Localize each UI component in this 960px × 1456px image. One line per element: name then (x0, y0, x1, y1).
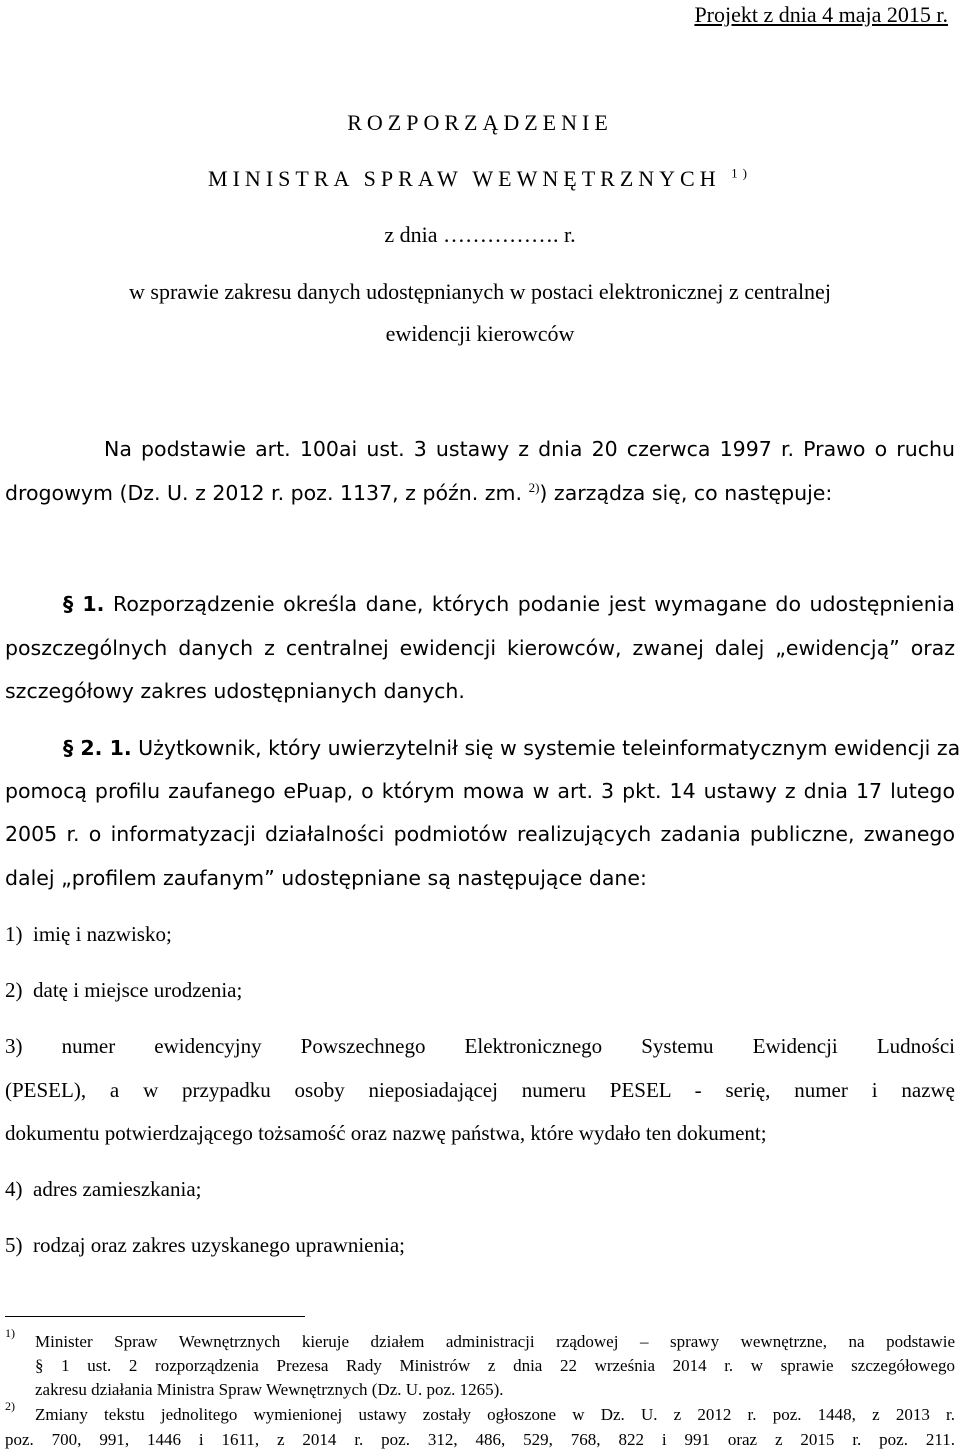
list-item: 1) imię i nazwisko; (5, 922, 172, 946)
paragraph-1-mark: § 1. (63, 592, 105, 616)
list-item: 4) adres zamieszkania; (5, 1177, 202, 1201)
subject-line-2: ewidencji kierowców (385, 321, 575, 346)
list-item: 5) rodzaj oraz zakres uzyskanego uprawnienia; (5, 1233, 405, 1257)
footnote-1-mark: 1) (5, 1326, 15, 1340)
paragraph-2-line-3: 2005 r. o informatyzacji działalności podmiotów realizujących zadania publiczne, zwanego (5, 822, 955, 846)
footnote-2-line-1: Zmiany tekstu jednolitego wymienionej ustawy zostały ogłoszone w Dz. U. z 2012 r. poz. 1448, z 2013 r. (35, 1405, 955, 1424)
preamble-line-2 (5, 481, 832, 505)
list-item-continuation: (PESEL), a w przypadku osoby nieposiadającej numeru PESEL - serię, numer i nazwę (5, 1078, 955, 1102)
paragraph-1-line-2: poszczególnych danych z centralnej ewidencji kierowców, zwanej dalej „ewidencją” oraz (5, 636, 955, 660)
subject-line-1: w sprawie zakresu danych udostępnianych w postaci elektronicznej z centralnej (129, 279, 831, 304)
issue-date: z dnia ……………. r. (384, 222, 576, 247)
paragraph-1-line-1: § 1. Rozporządzenie określa dane, których podanie jest wymagane do udostępnienia (63, 592, 955, 616)
paragraph-2-mark: § 2. 1. (63, 736, 132, 760)
document-type-title: ROZPORZĄDZENIE (347, 110, 613, 135)
list-item: 3) numer ewidencyjny Powszechnego Elektronicznego Systemu Ewidencji Ludności (5, 1034, 955, 1058)
footnote-ref-2: 2) (528, 480, 540, 496)
footnote-1-line-3: zakresu działania Ministra Spraw Wewnętrznych (Dz. U. poz. 1265). (35, 1380, 504, 1399)
footnote-ref-1: 1) (731, 165, 752, 181)
paragraph-2-line-1: § 2. 1. Użytkownik, który uwierzytelnił się w systemie teleinformatycznym ewidencji za (63, 736, 960, 760)
preamble-line-2a: drogowym (Dz. U. z 2012 r. poz. 1137, z późn. zm. (5, 481, 523, 505)
footnote-1-line-2: § 1 ust. 2 rozporządzenia Prezesa Rady Ministrów z dnia 22 września 2014 r. w sprawie szczegółowego (35, 1356, 955, 1375)
preamble-line-2b: ) zarządza się, co następuje: (539, 481, 833, 505)
footnote-2-mark: 2) (5, 1399, 15, 1413)
footnote-separator (5, 1316, 305, 1317)
list-item: 2) datę i miejsce urodzenia; (5, 978, 243, 1002)
issuing-authority-title (0, 166, 960, 192)
footnote-1-line-1: Minister Spraw Wewnętrznych kieruje działem administracji rządowej – sprawy wewnętrzne, na podstawie (35, 1332, 955, 1351)
draft-date-header: Projekt z dnia 4 maja 2015 r. (694, 2, 948, 27)
paragraph-2-line-2: pomocą profilu zaufanego ePuap, o którym mowa w art. 3 pkt. 14 ustawy z dnia 17 lutego (5, 779, 955, 803)
preamble-line-1: Na podstawie art. 100ai ust. 3 ustawy z dnia 20 czerwca 1997 r. Prawo o ruchu (104, 437, 955, 461)
paragraph-2-line-4: dalej „profilem zaufanym” udostępniane są następujące dane: (5, 866, 647, 890)
paragraph-1-line-3: szczegółowy zakres udostępnianych danych. (5, 679, 465, 703)
footnote-2-line-2: poz. 700, 991, 1446 i 1611, z 2014 r. poz. 312, 486, 529, 768, 822 i 991 oraz z 2015 r. poz. 211. (5, 1430, 955, 1449)
list-item-continuation: dokumentu potwierdzającego tożsamość oraz nazwę państwa, które wydało ten dokument; (5, 1121, 767, 1145)
issuing-authority-text: MINISTRA SPRAW WEWNĘTRZNYCH (208, 166, 721, 191)
